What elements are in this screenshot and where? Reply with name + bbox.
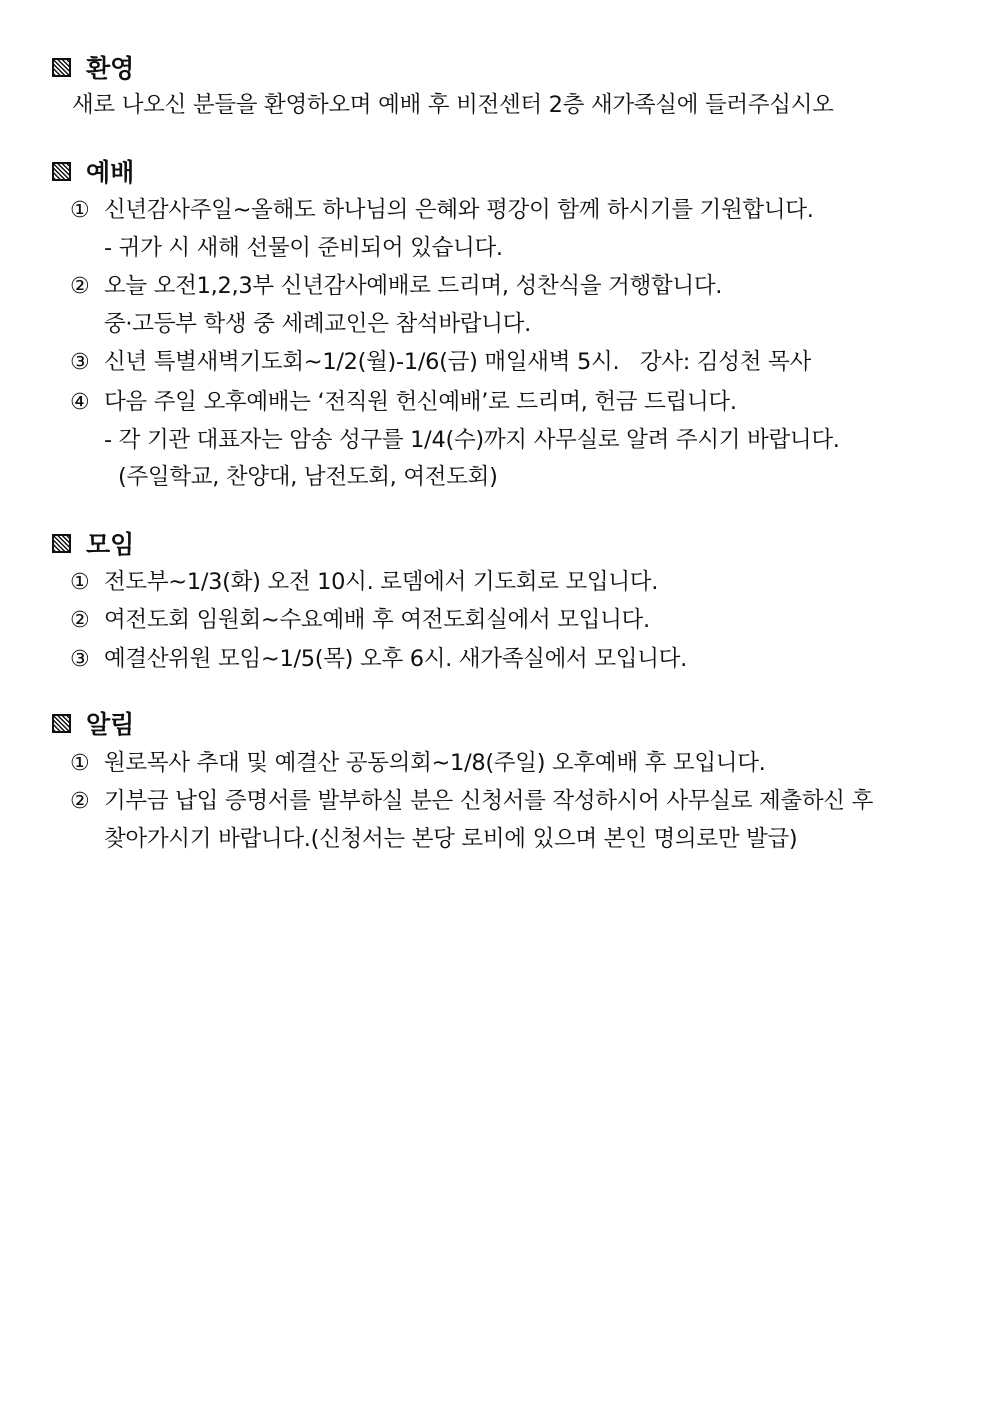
- item-number: ②: [70, 608, 90, 633]
- list-item: [70, 644, 687, 674]
- list-item: [70, 605, 650, 635]
- square-bullet-icon: [52, 534, 71, 553]
- item-number: ①: [70, 751, 90, 776]
- item-number: ④: [70, 390, 90, 415]
- list-item: [70, 387, 737, 417]
- item-text: 다음 주일 오후예배는 ‘전직원 헌신예배’로 드리며, 헌금 드립니다.: [104, 389, 737, 415]
- section-title: 모임: [86, 530, 135, 559]
- list-item: [72, 90, 834, 120]
- item-text: 중·고등부 학생 중 세례교인은 참석바랍니다.: [104, 311, 531, 337]
- list-item: [118, 462, 498, 492]
- item-number: ①: [70, 570, 90, 595]
- square-bullet-icon: [52, 162, 71, 181]
- list-item: [104, 233, 503, 263]
- section-title: 환영: [86, 54, 135, 83]
- item-text: 오늘 오전1,2,3부 신년감사예배로 드리며, 성찬식을 거행합니다.: [104, 273, 723, 299]
- item-number: ③: [70, 350, 90, 375]
- item-text: 신년 특별새벽기도회~1/2(월)-1/6(금) 매일새벽 5시. 강사: 김성천 목사: [104, 349, 811, 375]
- list-item: [104, 824, 797, 854]
- list-item: [70, 347, 811, 377]
- section-heading: [52, 156, 134, 186]
- section-heading: [52, 708, 134, 738]
- section-heading: [52, 52, 134, 82]
- item-text: 여전도회 임원회~수요예배 후 여전도회실에서 모입니다.: [104, 607, 650, 633]
- item-text: - 각 기관 대표자는 암송 성구를 1/4(수)까지 사무실로 알려 주시기 바랍니다.: [104, 427, 840, 453]
- item-text: 기부금 납입 증명서를 발부하실 분은 신청서를 작성하시어 사무실로 제출하신 후: [104, 788, 874, 814]
- square-bullet-icon: [52, 714, 71, 733]
- item-text: 예결산위원 모임~1/5(목) 오후 6시. 새가족실에서 모입니다.: [104, 646, 687, 672]
- item-text: (주일학교, 찬양대, 남전도회, 여전도회): [118, 464, 498, 490]
- item-text: 원로목사 추대 및 예결산 공동의회~1/8(주일) 오후예배 후 모입니다.: [104, 750, 766, 776]
- item-text: 전도부~1/3(화) 오전 10시. 로뎀에서 기도회로 모입니다.: [104, 569, 659, 595]
- list-item: [70, 786, 873, 816]
- list-item: [104, 425, 840, 455]
- item-number: ①: [70, 198, 90, 223]
- section-title: 알림: [86, 710, 135, 739]
- item-text: 신년감사주일~올해도 하나님의 은혜와 평강이 함께 하시기를 기원합니다.: [104, 197, 814, 223]
- section-heading: [52, 528, 134, 558]
- list-item: [70, 195, 814, 225]
- item-text: 새로 나오신 분들을 환영하오며 예배 후 비전센터 2층 새가족실에 들러주십시오: [72, 92, 834, 118]
- list-item: [70, 271, 722, 301]
- list-item: [104, 309, 531, 339]
- list-item: [70, 567, 658, 597]
- item-number: ③: [70, 647, 90, 672]
- item-text: 찾아가시기 바랍니다.(신청서는 본당 로비에 있으며 본인 명의로만 발급): [104, 826, 798, 852]
- item-text: - 귀가 시 새해 선물이 준비되어 있습니다.: [104, 235, 503, 261]
- item-number: ②: [70, 789, 90, 814]
- section-title: 예배: [86, 158, 135, 187]
- square-bullet-icon: [52, 58, 71, 77]
- list-item: [70, 748, 766, 778]
- item-number: ②: [70, 274, 90, 299]
